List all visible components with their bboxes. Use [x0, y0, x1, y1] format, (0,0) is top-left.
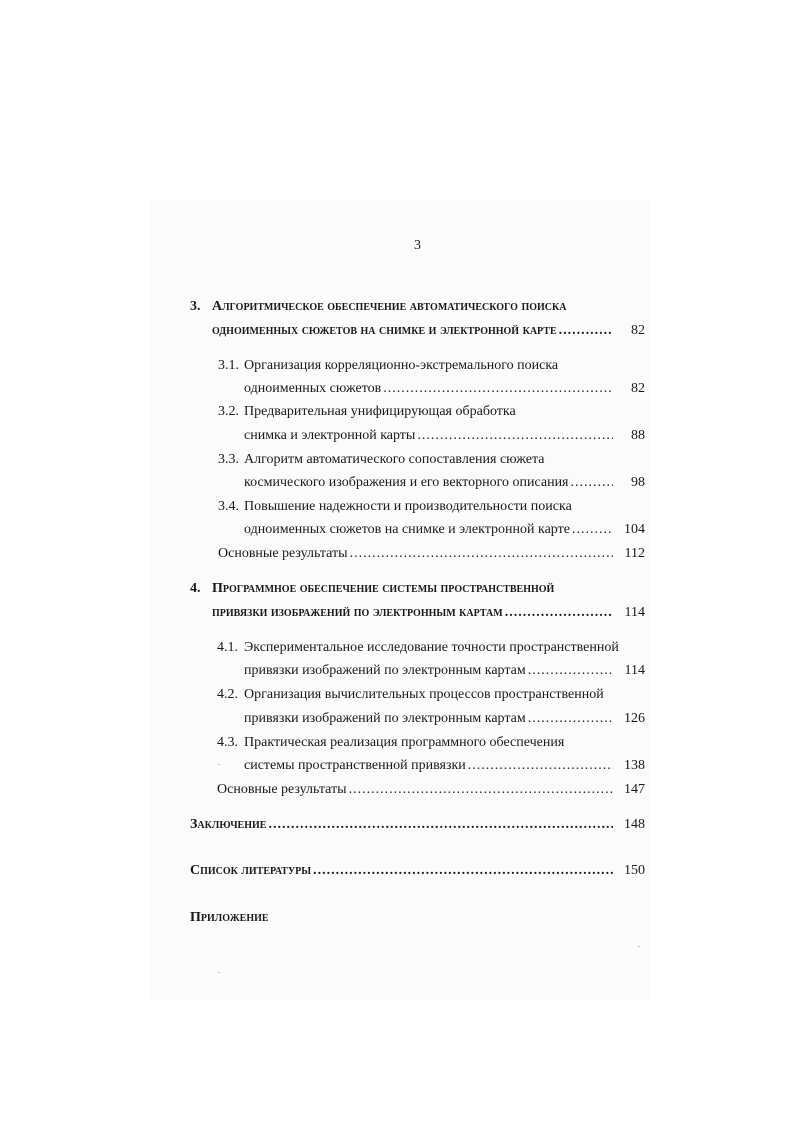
section-title-line1: Повышение надежности и производительности поиска	[244, 499, 572, 514]
section-3-2-line2[interactable]	[244, 427, 645, 445]
section-title-line1: Алгоритм автоматического сопоставления сюжета	[244, 452, 545, 467]
section-4-1-line2[interactable]	[244, 662, 645, 680]
chapter-4-page: 114	[624, 605, 645, 620]
leader-dots	[313, 862, 613, 880]
chapter-3-number: 3.	[190, 299, 201, 314]
section-page: 104	[624, 522, 645, 537]
section-title-line2: космического изображения и его векторного описания	[244, 475, 569, 490]
chapter-3-results[interactable]	[218, 545, 645, 563]
section-3-4[interactable]	[218, 498, 572, 516]
references-page: 150	[624, 863, 645, 878]
results-label: Основные результаты	[218, 546, 348, 561]
leader-dots	[417, 427, 613, 445]
leader-dots	[383, 380, 613, 398]
leader-dots	[505, 604, 613, 622]
section-page: 114	[624, 663, 645, 678]
section-3-1-line2[interactable]	[244, 380, 645, 398]
leader-dots	[559, 322, 613, 340]
leader-dots	[350, 545, 613, 563]
leader-dots	[572, 521, 613, 539]
section-4-3[interactable]	[217, 734, 564, 752]
section-page: 82	[631, 381, 645, 396]
section-page: 98	[631, 475, 645, 490]
chapter-4-number: 4.	[190, 581, 201, 596]
section-3-4-line2[interactable]	[244, 521, 645, 539]
section-title-line1: Предварительная унифицирующая обработка	[244, 404, 516, 419]
section-number: 3.1.	[218, 358, 239, 373]
conclusion-page: 148	[624, 817, 645, 832]
scan-speck	[218, 764, 220, 765]
section-title-line1: Организация вычислительных процессов пространственной	[244, 687, 604, 702]
leader-dots	[268, 816, 613, 834]
references-label: Список литературы	[190, 863, 312, 878]
section-title-line2: снимка и электронной карты	[244, 428, 416, 443]
chapter-4-title-line1: Программное обеспечение системы пространственной	[212, 581, 555, 596]
section-number: 4.3.	[217, 735, 238, 750]
section-title-line1: Экспериментальное исследование точности пространственной	[244, 640, 619, 655]
section-page: 126	[624, 711, 645, 726]
section-number: 3.3.	[218, 452, 239, 467]
section-page: 88	[631, 428, 645, 443]
leader-dots	[571, 474, 614, 492]
leader-dots	[528, 710, 613, 728]
leader-dots	[528, 662, 613, 680]
section-title-line2: одноименных сюжетов	[244, 381, 382, 396]
section-title-line1: Организация корреляционно-экстремального поиска	[244, 358, 559, 373]
chapter-3-heading[interactable]	[190, 298, 566, 316]
conclusion-entry[interactable]	[190, 816, 645, 834]
section-3-1[interactable]	[218, 357, 558, 375]
scan-speck	[218, 972, 220, 973]
references-entry[interactable]	[190, 862, 645, 880]
section-title-line2: привязки изображений по электронным картам	[244, 711, 526, 726]
results-page: 147	[624, 782, 645, 797]
results-label: Основные результаты	[217, 782, 347, 797]
section-page: 138	[624, 758, 645, 773]
section-number: 4.1.	[217, 640, 238, 655]
section-4-1[interactable]	[217, 639, 619, 657]
section-4-2-line2[interactable]	[244, 710, 645, 728]
chapter-4-title-line2: привязки изображений по электронным картам	[212, 605, 503, 620]
section-3-2[interactable]	[218, 403, 516, 421]
chapter-3-page: 82	[631, 323, 645, 338]
section-title-line2: одноименных сюжетов на снимке и электронной карте	[244, 522, 570, 537]
leader-dots	[349, 781, 613, 799]
chapter-4-results[interactable]	[217, 781, 645, 799]
chapter-4-heading-line2[interactable]	[212, 604, 645, 622]
page-number: 3	[414, 238, 421, 253]
leader-dots	[468, 757, 613, 775]
section-number: 4.2.	[217, 687, 238, 702]
conclusion-label: Заключение	[190, 817, 267, 832]
section-3-3[interactable]	[218, 451, 544, 469]
section-title-line2: привязки изображений по электронным картам	[244, 663, 526, 678]
section-title-line1: Практическая реализация программного обеспечения	[244, 735, 565, 750]
section-4-2[interactable]	[217, 686, 604, 704]
section-number: 3.2.	[218, 404, 239, 419]
chapter-3-title-line1: Алгоритмическое обеспечение автоматического поиска	[212, 299, 567, 314]
section-3-3-line2[interactable]	[244, 474, 645, 492]
scan-speck	[638, 946, 640, 947]
section-number: 3.4.	[218, 499, 239, 514]
chapter-3-heading-line2[interactable]	[212, 322, 645, 340]
chapter-4-heading[interactable]	[190, 580, 554, 598]
appendix-label: Приложение	[190, 910, 269, 925]
section-4-3-line2[interactable]	[244, 757, 645, 775]
appendix-entry[interactable]	[190, 909, 269, 927]
results-page: 112	[624, 546, 645, 561]
section-title-line2: системы пространственной привязки	[244, 758, 466, 773]
chapter-3-title-line2: одноименных сюжетов на снимке и электронной карте	[212, 323, 557, 338]
